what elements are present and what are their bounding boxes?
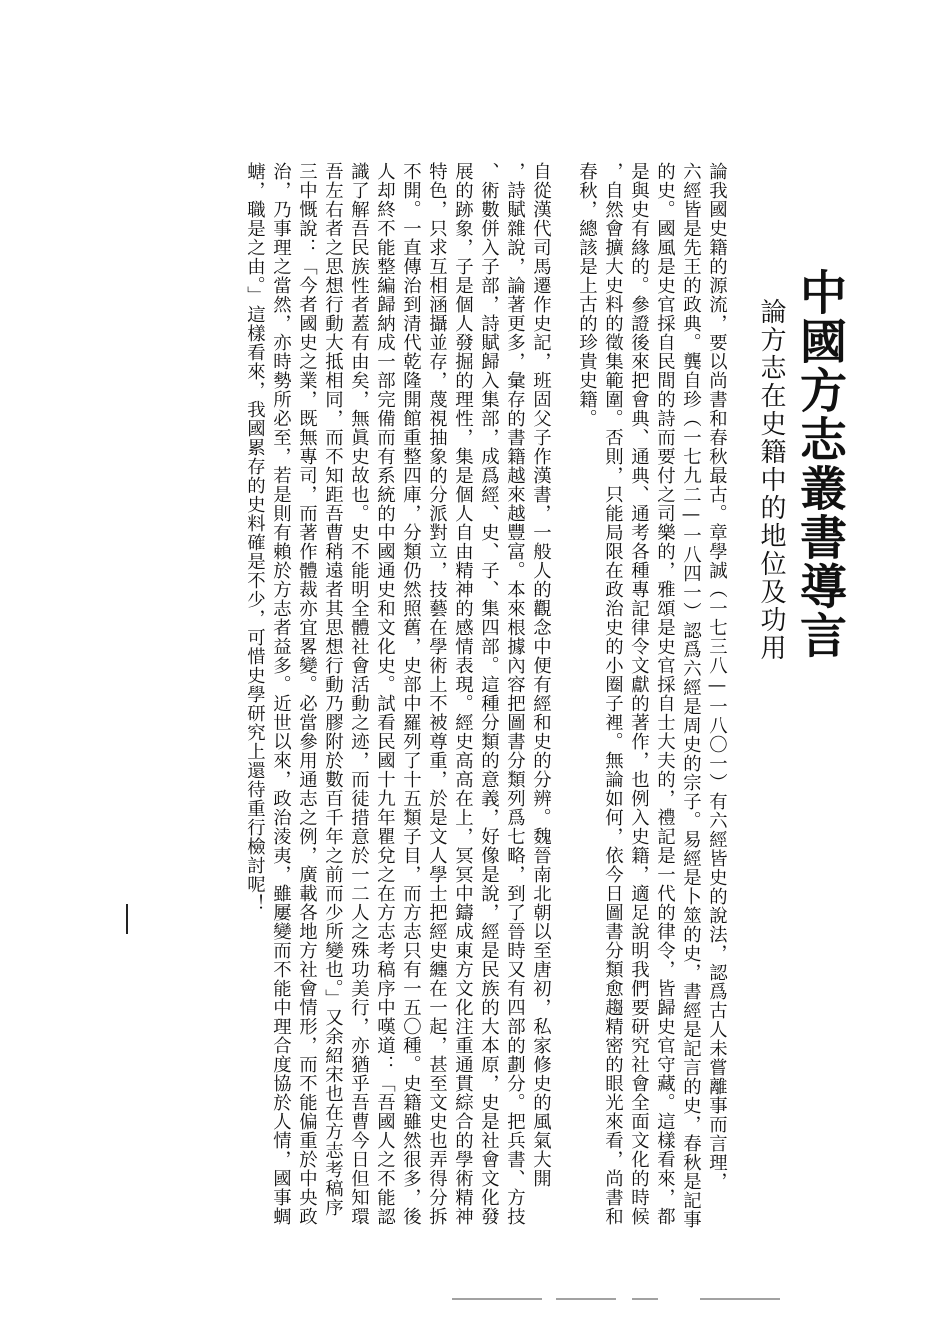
text-line: 特色，只求互相涵攝並存，蔑視抽象的分派對立，技藝在學術上不被尊重，於是文人學士把經史纏在一起，甚至文史也弄得分拆 [426, 162, 448, 1226]
text-line: 六經皆是先王的政典。龔自珍（一七九二—一八四一）認爲六經是周史的宗子。易經是卜筮的史，書經是記言的史，春秋是記事 [680, 162, 702, 1229]
text-line: 自從漢代司馬遷作史記，班固父子作漢書，一般人的觀念中便有經和史的分辨。魏晉南北朝以至唐初，私家修史的風氣大開 [530, 162, 552, 1188]
scan-artifact-line [632, 1298, 658, 1300]
text-line: 的史。國風是史官採自民間的詩而要付之司樂的，雅頌是史官採自士大夫的，禮記是一代的律令，皆歸史官守藏。這樣看來，都 [654, 162, 676, 1226]
text-line: 春秋，總該是上古的珍貴史籍。 [576, 162, 598, 428]
page-title: 中國方志叢書導言 [792, 268, 847, 660]
text-line: 治，乃事理之當然，亦時勢所必至，若是則有賴於方志者益多。近世以來，政治淩夷，雖屢變而不能中理合度協於人情，國事蜩 [270, 162, 292, 1226]
scan-artifact-line [700, 1298, 780, 1300]
text-line: 人却終不能整編歸納成一部完備而有系統的中國通史和文化史。試看民國十九年瞿兌之在方志考稿序中嘆道：「吾國人之不能認 [374, 162, 396, 1226]
text-line: ，詩賦雜說，論著更多，彙存的書籍越來越豐富。本來根據內容把圖書分類列爲七略，到了晉時又有四部的劃分。把兵書、方技 [504, 162, 526, 1226]
text-line: 論我國史籍的源流，要以尚書和春秋最古。章學誠（一七三八—一八〇一）有六經皆史的說法，認爲古人未嘗離事而言理， [706, 162, 728, 1191]
text-line: ，自然會擴大史料的徵集範圍。否則，只能局限在政治史的小圈子裡。無論如何，依今日圖書分類愈趨精密的眼光來看，尚書和 [602, 162, 624, 1226]
text-line: 是與史有緣的。參證後來把會典、通典、通考各種專記律令文獻的著作，也例入史籍，適足說明我們要研究社會全面文化的時候 [628, 162, 650, 1226]
page-subtitle: 論方志在史籍中的地位及功用 [756, 298, 786, 662]
text-line: 、術數併入子部，詩賦歸入集部，成爲經、史、子、集四部。這種分類的意義，好像是說，經是民族的大本原，史是社會文化發 [478, 162, 500, 1226]
text-line: 不開。一直傳治到清代乾隆開館重整四庫，分類仍然照舊，史部中羅列了十五類子目，而方志只有一五〇種。史籍雖然很多，後 [400, 162, 422, 1226]
page-number [126, 904, 128, 934]
text-line: 展的跡象，子是個人發掘的理性，集是個人自由精神的感情表現。經史高高在上，冥冥中鑄成東方文化注重通貫綜合的學術精神 [452, 162, 474, 1226]
scan-artifact-line [452, 1298, 542, 1300]
text-line: 三中慨說：「今者國史之業，既無專司，而著作體裁亦宜畧變。必當參用通志之例，廣載各地方社會情形，而不能偏重於中央政 [296, 162, 318, 1226]
text-line: 吾左右者之思想行動大抵相同，而不知距吾曹稍遠者其思想行動乃膠附於數百千年之前而少所變也。」又余紹宋也在方志考稿序 [322, 162, 344, 1217]
scan-artifact-line [556, 1298, 616, 1300]
text-line: 螗，職是之由。」這樣看來，我國累存的史料確是不少，可惜史學研究上還待重行檢討呢！ [244, 162, 266, 913]
text-line: 識了解吾民族性者蓋有由矣，無眞史故也。史不能明全體社會活動之迹，而徒措意於一二人之殊功美行，亦猶乎吾曹今日但知環 [348, 162, 370, 1226]
